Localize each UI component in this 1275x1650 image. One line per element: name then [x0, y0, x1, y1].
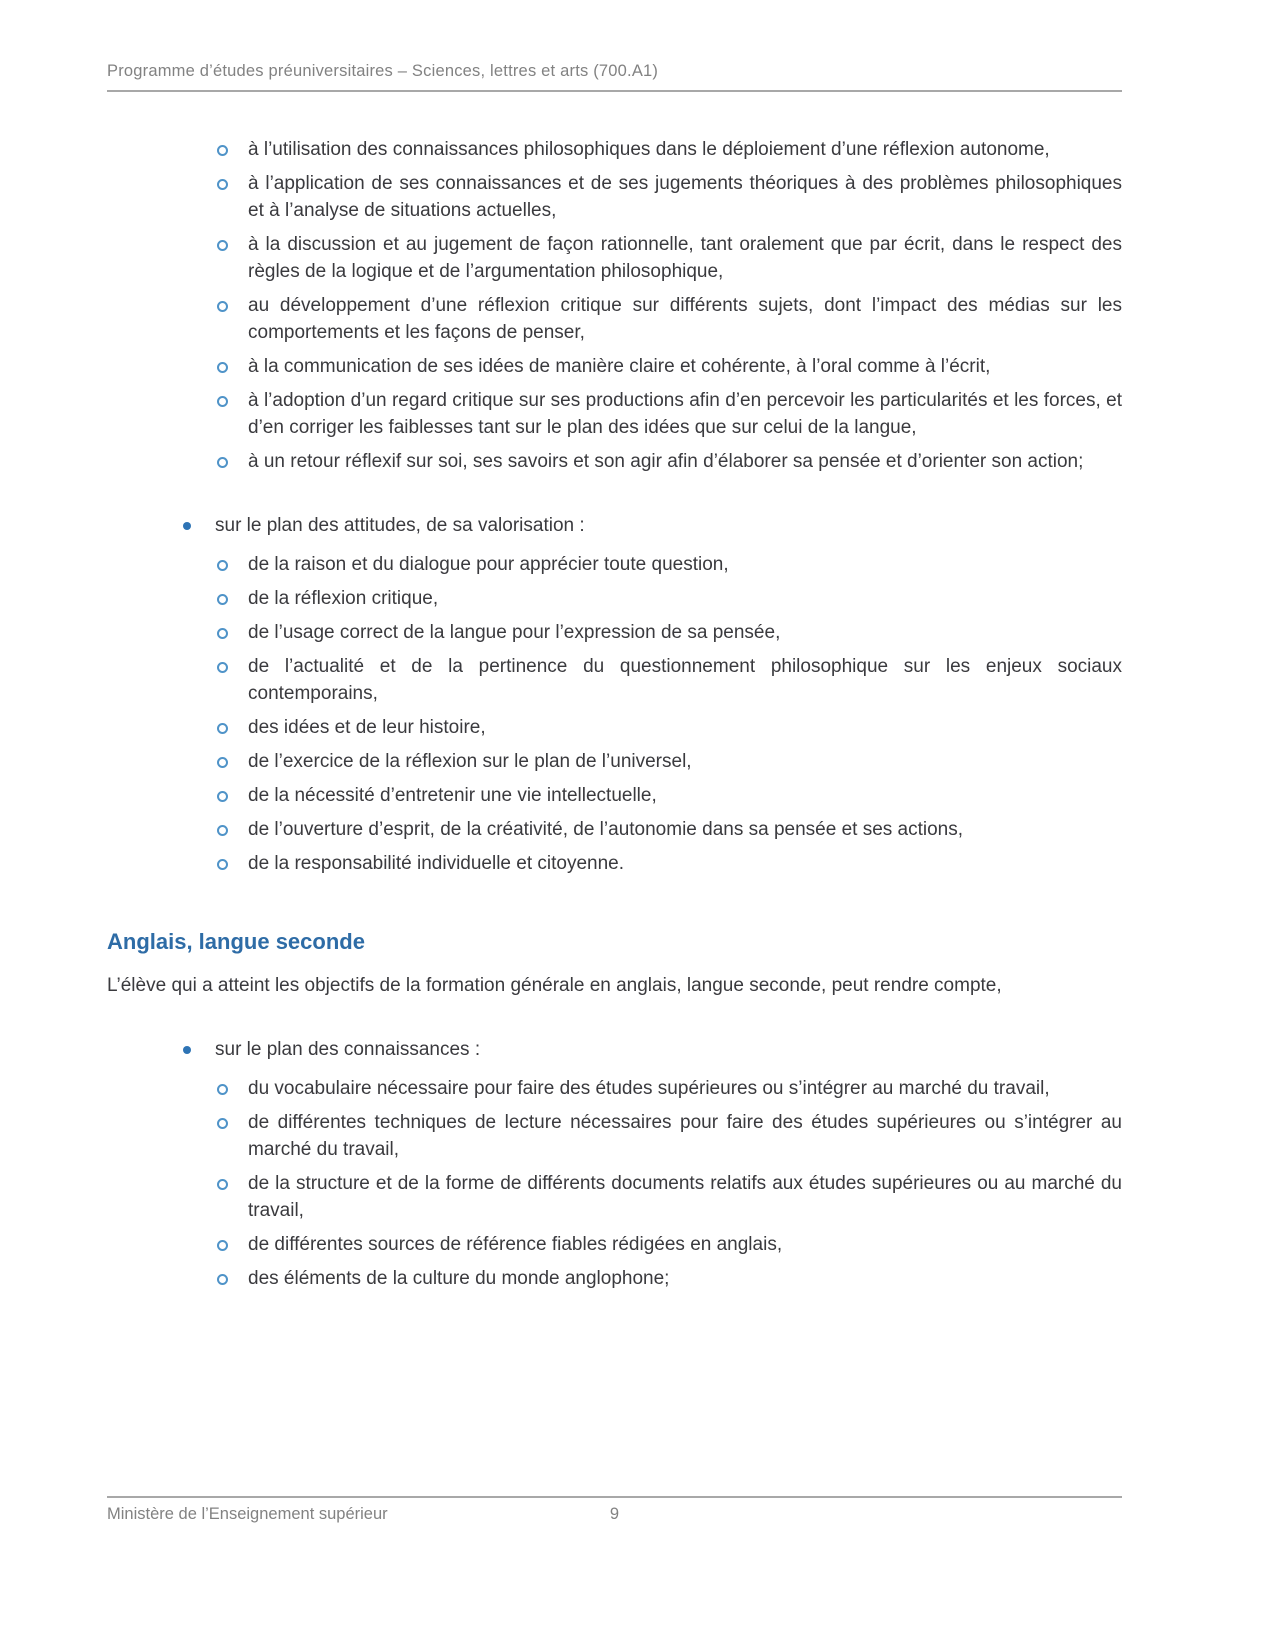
circle-bullet-icon [215, 1170, 248, 1224]
circle-bullet-icon [215, 292, 248, 346]
list-item-text: de la réflexion critique, [248, 588, 439, 609]
page-content [107, 136, 1122, 1299]
circle-bullet-icon [215, 816, 248, 843]
page-header [107, 62, 1122, 92]
circle-bullet-icon [215, 136, 248, 163]
knowledge-lead-text: sur le plan des connaissances : [215, 1038, 481, 1060]
list-item-text: à la discussion et au jugement de façon rationnelle, tant oralement que par écrit, dans le respect des règles de la logique et de l’argumentation philosophique, [248, 234, 1122, 282]
list-item [215, 353, 1122, 380]
page-footer [107, 1496, 1122, 1524]
list-item-text: de différentes sources de référence fiables rédigées en anglais, [248, 1233, 783, 1255]
list-item-text: du vocabulaire nécessaire pour faire des études supérieures ou s’intégrer au marché du travail, [248, 1077, 1050, 1099]
attitudes-lead-text: sur le plan des attitudes, de sa valorisation : [215, 515, 585, 536]
list-item [215, 448, 1122, 475]
circle-bullet-icon [215, 653, 248, 707]
list-item-text: à la communication de ses idées de manière claire et cohérente, à l’oral comme à l’écrit, [248, 356, 991, 377]
dot-bullet-icon [180, 512, 215, 539]
list-item [215, 585, 1122, 612]
circle-bullet-icon [215, 231, 248, 285]
list-item-text: au développement d’une réflexion critique sur différents sujets, dont l’impact des médias sur les comportements et les façons de penser, [248, 295, 1122, 343]
footer-row [107, 1505, 1122, 1524]
list-item [215, 1109, 1122, 1163]
list-item-text: de la responsabilité individuelle et citoyenne. [248, 853, 625, 874]
list-item [215, 782, 1122, 809]
list-item [215, 619, 1122, 646]
circle-bullet-icon [215, 551, 248, 578]
list-item [215, 1265, 1122, 1292]
circle-bullet-icon [215, 850, 248, 877]
list-item-text: de l’ouverture d’esprit, de la créativité, de l’autonomie dans sa pensée et ses actions, [248, 819, 964, 840]
list-item [215, 1170, 1122, 1224]
footer-ministry: Ministère de l’Enseignement supérieur [107, 1505, 388, 1523]
knowledge-list [215, 1075, 1122, 1292]
circle-bullet-icon [215, 1231, 248, 1258]
circle-bullet-icon [215, 353, 248, 380]
circle-bullet-icon [215, 714, 248, 741]
section-heading: Anglais, langue seconde [107, 929, 365, 954]
circle-bullet-icon [215, 748, 248, 775]
circle-bullet-icon [215, 585, 248, 612]
list-item-text: de la nécessité d’entretenir une vie intellectuelle, [248, 785, 657, 806]
list-item-text: de l’exercice de la réflexion sur le plan de l’universel, [248, 751, 692, 772]
list-item-text: à l’adoption d’un regard critique sur ses productions afin d’en percevoir les particularités et les forces, et d’en corriger les faiblesses tant sur le plan des idées que sur celui de la langue, [248, 390, 1122, 438]
list-item [215, 292, 1122, 346]
circle-bullet-icon [215, 387, 248, 441]
intro-paragraph: L’élève qui a atteint les objectifs de la formation générale en anglais, langue seconde, peut rendre compte, [107, 975, 1002, 996]
list-item-text: de l’usage correct de la langue pour l’expression de sa pensée, [248, 622, 781, 643]
knowledge-lead [180, 1036, 1122, 1063]
list-item-text: de différentes techniques de lecture nécessaires pour faire des études supérieures ou s’intégrer au marché du travail, [248, 1111, 1122, 1160]
list-item-text: de l’actualité et de la pertinence du questionnement philosophique sur les enjeux sociaux contemporains, [248, 656, 1122, 704]
list-item [215, 850, 1122, 877]
dot-bullet-icon [180, 1036, 215, 1063]
list-item-text: des éléments de la culture du monde anglophone; [248, 1267, 670, 1289]
list-item [215, 1231, 1122, 1258]
list-item-text: à un retour réflexif sur soi, ses savoirs et son agir afin d’élaborer sa pensée et d’orienter son action; [248, 451, 1084, 472]
list-item [215, 816, 1122, 843]
circle-bullet-icon [215, 448, 248, 475]
circle-bullet-icon [215, 619, 248, 646]
header-title: Programme d’études préuniversitaires – Sciences, lettres et arts (700.A1) [107, 62, 659, 80]
list-item [215, 551, 1122, 578]
list-item [215, 387, 1122, 441]
circle-bullet-icon [215, 1109, 248, 1163]
list-item-text: à l’utilisation des connaissances philosophiques dans le déploiement d’une réflexion autonome, [248, 139, 1050, 160]
circle-bullet-icon [215, 170, 248, 224]
circle-bullet-icon [215, 1075, 248, 1102]
philosophy-objectives-list [215, 136, 1122, 475]
list-item [215, 748, 1122, 775]
list-item [215, 170, 1122, 224]
list-item [215, 136, 1122, 163]
attitudes-lead [180, 512, 1122, 539]
list-item-text: de la structure et de la forme de différents documents relatifs aux études supérieures ou au marché du travail, [248, 1172, 1122, 1221]
page-number: 9 [609, 1505, 620, 1523]
list-item-text: des idées et de leur histoire, [248, 717, 486, 738]
list-item-text: à l’application de ses connaissances et de ses jugements théoriques à des problèmes philosophiques et à l’analyse de situations actuelles, [248, 173, 1122, 221]
list-item [215, 231, 1122, 285]
circle-bullet-icon [215, 782, 248, 809]
list-item [215, 714, 1122, 741]
list-item [215, 1075, 1122, 1102]
attitudes-list [215, 551, 1122, 877]
circle-bullet-icon [215, 1265, 248, 1292]
list-item [215, 653, 1122, 707]
list-item-text: de la raison et du dialogue pour apprécier toute question, [248, 554, 729, 575]
